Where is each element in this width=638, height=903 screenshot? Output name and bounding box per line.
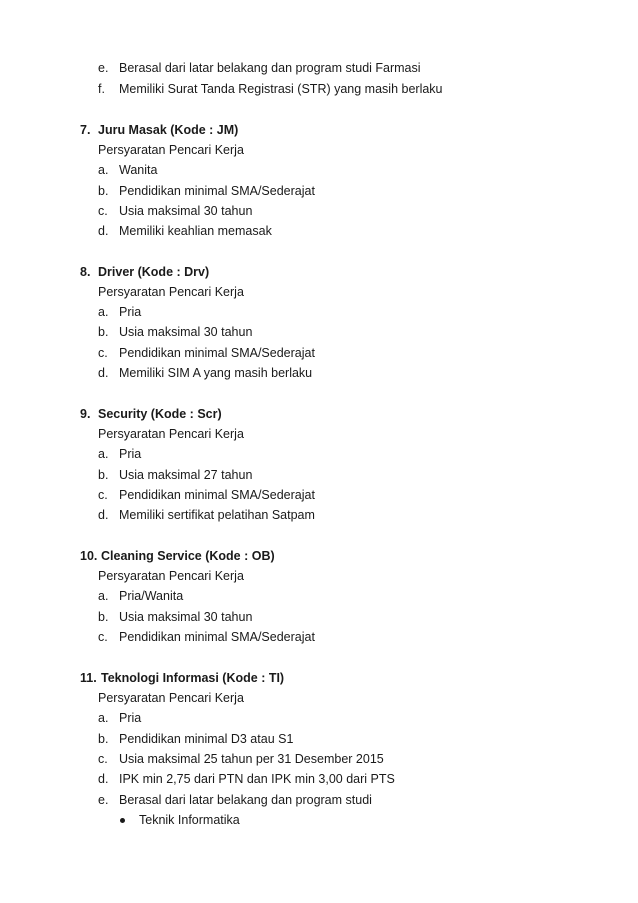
item-letter: b. — [98, 732, 109, 746]
item-letter: d. — [98, 772, 109, 786]
item-text: Memiliki Surat Tanda Registrasi (STR) yang masih berlaku — [119, 82, 443, 96]
requirement-label: Persyaratan Pencari Kerja — [98, 285, 244, 299]
item-letter: c. — [98, 204, 108, 218]
item-text: Memiliki SIM A yang masih berlaku — [119, 366, 313, 380]
item-letter: c. — [98, 630, 108, 644]
item-letter: d. — [98, 508, 109, 522]
item-letter: c. — [98, 488, 108, 502]
item-letter: a. — [98, 305, 109, 319]
item-letter: a. — [98, 589, 109, 603]
requirement-label: Persyaratan Pencari Kerja — [98, 427, 244, 441]
section-title: Teknologi Informasi (Kode : TI) — [101, 671, 285, 685]
section-number: 7. — [80, 123, 91, 137]
item-text: Pendidikan minimal SMA/Sederajat — [119, 184, 315, 198]
item-letter: b. — [98, 610, 109, 624]
item-text: Pria — [119, 305, 142, 319]
section-number: 10. — [80, 549, 98, 563]
item-text: Pria/Wanita — [119, 589, 184, 603]
item-letter: a. — [98, 447, 109, 461]
item-text: Pria — [119, 711, 142, 725]
item-text: Usia maksimal 25 tahun per 31 Desember 2015 — [119, 752, 384, 766]
item-letter: a. — [98, 163, 109, 177]
section-title: Juru Masak (Kode : JM) — [98, 123, 239, 137]
requirement-label: Persyaratan Pencari Kerja — [98, 691, 244, 705]
item-text: Pria — [119, 447, 142, 461]
item-letter: d. — [98, 224, 109, 238]
item-text: Memiliki keahlian memasak — [119, 224, 272, 238]
item-letter: d. — [98, 366, 109, 380]
bullet-icon — [120, 818, 125, 823]
item-text: Wanita — [119, 163, 158, 177]
section-number: 9. — [80, 407, 91, 421]
item-text: Pendidikan minimal SMA/Sederajat — [119, 630, 315, 644]
item-letter: c. — [98, 752, 108, 766]
requirement-label: Persyaratan Pencari Kerja — [98, 569, 244, 583]
item-text: Berasal dari latar belakang dan program studi Farmasi — [119, 61, 421, 75]
section-title: Cleaning Service (Kode : OB) — [101, 549, 275, 563]
section-number: 8. — [80, 265, 91, 279]
requirement-label: Persyaratan Pencari Kerja — [98, 143, 244, 157]
item-text: Usia maksimal 30 tahun — [119, 204, 253, 218]
item-text: Pendidikan minimal D3 atau S1 — [119, 732, 294, 746]
item-text: Pendidikan minimal SMA/Sederajat — [119, 488, 315, 502]
item-text: Usia maksimal 30 tahun — [119, 325, 253, 339]
item-letter: b. — [98, 184, 109, 198]
item-text: IPK min 2,75 dari PTN dan IPK min 3,00 dari PTS — [119, 772, 395, 786]
section-number: 11. — [80, 671, 97, 685]
item-letter: a. — [98, 711, 109, 725]
item-text: Pendidikan minimal SMA/Sederajat — [119, 346, 315, 360]
item-letter: f. — [98, 82, 105, 96]
item-letter: b. — [98, 325, 109, 339]
item-letter: c. — [98, 346, 108, 360]
item-letter: e. — [98, 61, 109, 75]
item-letter: b. — [98, 468, 109, 482]
section-title: Driver (Kode : Drv) — [98, 265, 210, 279]
item-letter: e. — [98, 793, 109, 807]
item-text: Memiliki sertifikat pelatihan Satpam — [119, 508, 315, 522]
item-text: Usia maksimal 27 tahun — [119, 468, 253, 482]
section-title: Security (Kode : Scr) — [98, 407, 222, 421]
item-text: Berasal dari latar belakang dan program studi — [119, 793, 372, 807]
item-text: Usia maksimal 30 tahun — [119, 610, 253, 624]
bullet-text: Teknik Informatika — [139, 813, 240, 827]
